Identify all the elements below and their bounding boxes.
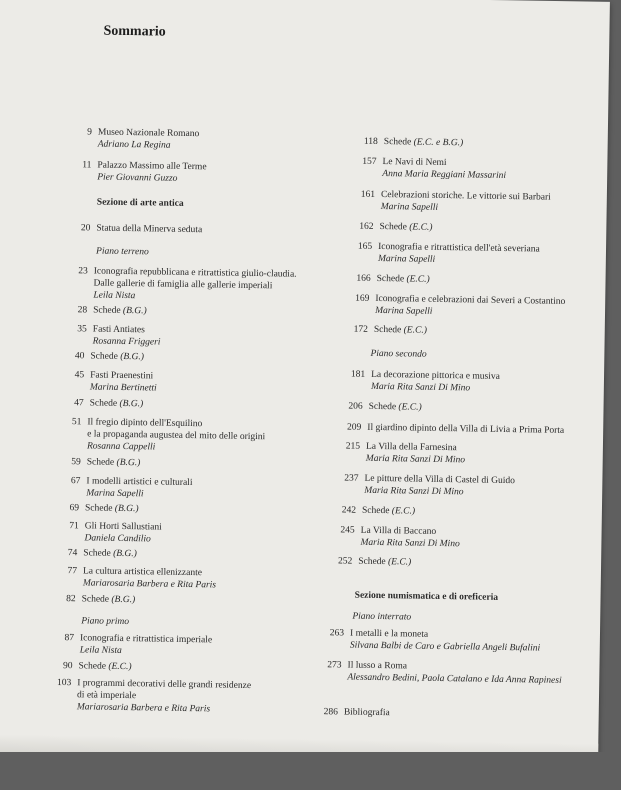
page-number: 28 xyxy=(77,305,88,316)
entry-title: Schede xyxy=(373,324,402,336)
entry-title: Iconografia e ritrattistica imperiale xyxy=(79,633,213,646)
entry-title: Schede xyxy=(90,351,118,362)
page-number: 87 xyxy=(64,633,75,644)
entry-title: di età imperiale xyxy=(77,690,137,702)
entry-title: Palazzo Massimo alle Terme xyxy=(97,160,207,173)
entry-author: Adriano La Regina xyxy=(97,139,171,151)
entry-title: Il fregio dipinto dell'Esquilino xyxy=(87,417,203,430)
entry-tag: (B.G.) xyxy=(122,305,147,317)
entry-tag: (E.C.) xyxy=(406,274,430,285)
entry-author: Rosanna Friggeri xyxy=(92,336,161,348)
entry-title: Le Navi di Nemi xyxy=(382,157,447,169)
page-number: 273 xyxy=(327,660,342,671)
entry-author: Maria Rita Sanzi Di Mino xyxy=(364,485,464,498)
entry-author: Marina Bertinetti xyxy=(89,382,157,394)
entry-tag: (B.G.) xyxy=(111,594,136,606)
entry-author: Daniela Candilio xyxy=(84,533,151,545)
entry-tag: (E.C.) xyxy=(398,402,422,413)
page-number: 69 xyxy=(69,503,80,514)
entry-title: Schede xyxy=(83,548,111,559)
entry-tag: (B.G.) xyxy=(120,351,145,363)
page-number: 157 xyxy=(362,156,377,167)
page-number: 206 xyxy=(348,401,363,412)
entry-title: Schede xyxy=(358,556,386,568)
entry-author: Maria Rita Sanzi Di Mino xyxy=(370,381,471,394)
entry-author: Mariarosaria Barbera e Rita Paris xyxy=(82,578,217,591)
background-surface xyxy=(0,752,621,790)
entry-title: Schede xyxy=(368,401,397,413)
entry-title: Schede xyxy=(361,505,390,517)
entry-author: Anna Maria Reggiani Massarini xyxy=(382,169,507,181)
page-number: 82 xyxy=(66,594,76,605)
entry-author: Mariarosaria Barbera e Rita Paris xyxy=(76,702,211,715)
entry-title: e la propaganda augustea del mito delle origini xyxy=(87,429,266,443)
entry-tag: (E.C. e B.G.) xyxy=(413,137,464,149)
entry-tag: (E.C.) xyxy=(391,506,416,517)
entry-title: Bibliografia xyxy=(343,707,390,719)
entry-title: Statua della Minerva seduta xyxy=(96,223,203,236)
entry-tag: (E.C.) xyxy=(409,222,433,233)
page-number: 9 xyxy=(87,127,93,138)
entry-title: I programmi decorativi delle grandi residenze xyxy=(77,678,252,692)
entry-tag: (B.G.) xyxy=(119,398,144,410)
floor-subheading: Piano terreno xyxy=(95,246,149,258)
page-number: 237 xyxy=(344,473,359,484)
page-number: 162 xyxy=(359,221,374,232)
page-number: 74 xyxy=(67,548,78,559)
page-number: 263 xyxy=(329,628,345,639)
entry-title: Museo Nazionale Romano xyxy=(97,127,200,140)
entry-title: Schede xyxy=(383,137,412,148)
page-number: 40 xyxy=(74,351,85,362)
entry-title: Gli Horti Sallustiani xyxy=(84,521,162,533)
page-number: 252 xyxy=(337,556,353,567)
section-heading: Sezione numismatica e di oreficeria xyxy=(354,590,499,603)
entry-author: Marina Sapelli xyxy=(380,202,439,213)
entry-title: I metalli e la moneta xyxy=(350,628,429,640)
entry-author: Alessandro Bedini, Paola Catalano e Ida Anna Rapinesi xyxy=(347,672,562,686)
floor-subheading: Piano primo xyxy=(81,616,130,628)
entry-title: La Villa di Baccano xyxy=(360,525,437,537)
entry-author: Silvana Balbi de Caro e Gabriella Angeli Bufalini xyxy=(349,640,541,654)
entry-tag: (B.G.) xyxy=(113,548,137,560)
entry-author: Marina Sapelli xyxy=(375,305,433,317)
entry-title: La Villa della Farnesina xyxy=(365,441,457,454)
entry-title: Fasti Praenestini xyxy=(90,370,154,382)
page-number: 67 xyxy=(70,476,81,487)
page-number: 169 xyxy=(355,293,370,304)
entry-title: Schede xyxy=(89,398,118,409)
entry-author: Leila Nista xyxy=(93,290,136,302)
page-number: 20 xyxy=(80,223,91,234)
entry-author: Marina Sapelli xyxy=(377,253,436,265)
page-number: 172 xyxy=(353,324,368,335)
entry-title: Schede xyxy=(376,273,405,285)
page-number: 242 xyxy=(341,505,357,516)
entry-author: Pier Giovanni Guzzo xyxy=(97,172,178,184)
entry-tag: (B.G.) xyxy=(116,457,141,469)
page-number: 161 xyxy=(360,189,376,200)
entry-title: Schede xyxy=(93,305,121,316)
entry-author: Leila Nista xyxy=(79,645,122,656)
entry-title: La decorazione pittorica e musiva xyxy=(371,369,500,382)
entry-title: Il giardino dipinto della Villa di Livia a Prima Porta xyxy=(367,422,565,436)
entry-title: La cultura artistica ellenizzante xyxy=(82,566,203,579)
page-number: 23 xyxy=(78,266,88,277)
entry-tag: (B.G.) xyxy=(114,503,139,515)
entry-title: Iconografia e celebrazioni dai Severi a Costantino xyxy=(375,293,566,307)
page-number: 245 xyxy=(340,525,355,536)
entry-tag: (E.C.) xyxy=(108,661,132,673)
page-number: 209 xyxy=(346,422,362,433)
entry-title: Schede xyxy=(81,594,110,605)
entry-author: Maria Rita Sanzi Di Mino xyxy=(365,453,466,466)
page-number: 181 xyxy=(350,369,366,380)
entry-author: Rosanna Cappelli xyxy=(86,441,156,453)
entry-title: I modelli artistici e culturali xyxy=(86,476,193,489)
page-title: Sommario xyxy=(103,23,166,40)
page-number: 47 xyxy=(74,398,84,409)
entry-title: Celebrazioni storiche. Le vittorie sui Barbari xyxy=(380,190,551,203)
page-number: 51 xyxy=(71,417,82,428)
entry-title: Schede xyxy=(86,457,115,468)
floor-subheading: Piano secondo xyxy=(370,348,427,360)
page-number: 165 xyxy=(357,241,373,252)
page-number: 59 xyxy=(71,457,81,468)
page-number: 90 xyxy=(62,661,73,672)
page-number: 103 xyxy=(56,677,72,689)
entry-title: Iconografia repubblicana e ritrattistica giulio-claudia. xyxy=(93,266,297,280)
entry-title: Schede xyxy=(78,661,107,672)
page-number: 35 xyxy=(77,324,87,335)
page-number: 11 xyxy=(82,160,92,171)
entry-title: Il lusso a Roma xyxy=(347,660,408,672)
entry-title: Le pitture della Villa di Castel di Guido xyxy=(364,473,516,487)
page-number: 286 xyxy=(323,707,338,718)
entry-author: Marina Sapelli xyxy=(86,488,144,500)
entry-title: Iconografia e ritrattistica dell'età severiana xyxy=(378,241,540,255)
entry-title: Schede xyxy=(84,503,113,514)
entry-author: Maria Rita Sanzi Di Mino xyxy=(360,537,460,550)
floor-subheading: Piano interrato xyxy=(352,611,412,623)
page-number: 45 xyxy=(74,370,85,381)
page-number: 71 xyxy=(69,521,79,532)
entry-tag: (E.C.) xyxy=(387,557,412,568)
entry-tag: (E.C.) xyxy=(403,325,427,336)
page-number: 166 xyxy=(356,273,371,284)
entry-title: Fasti Antiates xyxy=(92,324,145,336)
page-number: 77 xyxy=(67,566,78,577)
entry-title: Dalle gallerie di famiglia alle gallerie imperiali xyxy=(93,278,273,292)
page-number: 215 xyxy=(345,441,361,452)
entry-title: Schede xyxy=(379,221,407,233)
section-heading: Sezione di arte antica xyxy=(96,197,184,209)
page-number: 118 xyxy=(363,136,378,147)
